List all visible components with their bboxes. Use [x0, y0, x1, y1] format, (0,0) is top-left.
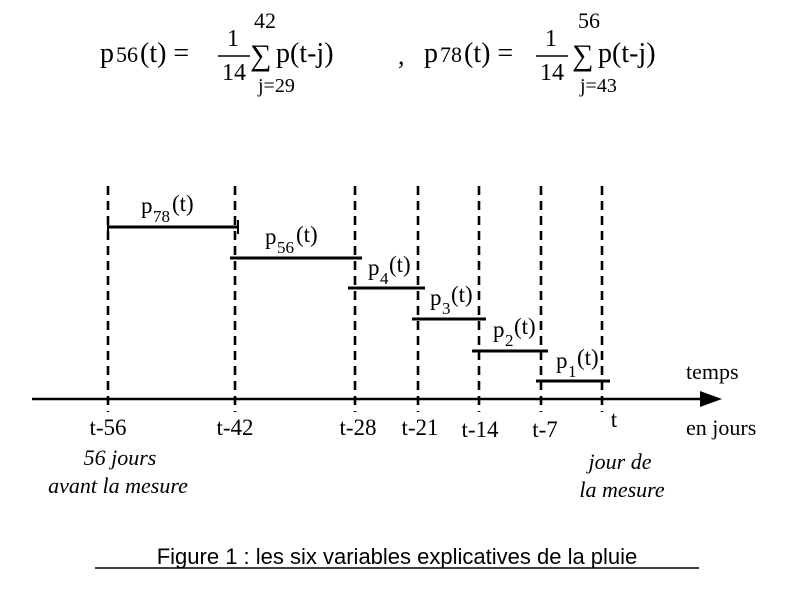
tick-label: t-7: [532, 417, 558, 442]
label-p78: [141, 191, 194, 226]
tick-label: t: [610, 407, 618, 432]
formula-1-lhs-arg: (t) =: [140, 38, 190, 69]
tick-label: t-21: [401, 415, 439, 440]
annotation-right: [579, 449, 665, 502]
label-p56-sub: 56: [277, 238, 294, 257]
caption-text: Figure 1 : les six variables explicatives de la pluie: [156, 544, 638, 569]
formula-2-lhs-base: p: [424, 38, 438, 69]
formula-1-sum-top: 42: [254, 8, 276, 33]
label-p78-base: p: [141, 193, 153, 218]
label-p56-base: p: [265, 224, 277, 249]
tick-label: t-28: [339, 415, 377, 440]
label-p2-arg: (t): [514, 314, 536, 339]
formula-2-summand: p(t-j): [598, 38, 656, 69]
label-p3-sub: 3: [442, 299, 451, 318]
label-p3-base: p: [430, 285, 442, 310]
annotation-right-line-2: la mesure: [579, 477, 665, 502]
formula-1-denominator: 14: [222, 60, 246, 86]
label-p1: [556, 345, 599, 381]
formula-1-sum-bottom: j=29: [258, 75, 295, 97]
tick-label: t-14: [461, 417, 499, 442]
formula-1-numerator: 1: [227, 26, 239, 52]
annotation-left: [48, 445, 188, 498]
label-p3: [430, 282, 473, 318]
formula-2-sum-sign: ∑: [572, 39, 594, 72]
label-p2: [493, 314, 536, 350]
label-p4-arg: (t): [389, 252, 411, 277]
label-p78-arg: (t): [172, 191, 194, 216]
formula-p56: [100, 8, 334, 97]
formula-separator: ,: [398, 41, 405, 70]
formula-2-numerator: 1: [545, 26, 557, 52]
formula-2-denominator: 14: [540, 60, 564, 86]
formula-1-summand: p(t-j): [276, 38, 334, 69]
figure-caption: [95, 544, 699, 569]
label-p2-base: p: [493, 317, 505, 342]
formula-2-sum-bottom: j=43: [580, 75, 617, 97]
label-p56: [265, 222, 318, 257]
label-p4: [368, 252, 411, 288]
time-mark-lines: [108, 186, 602, 412]
formula-2-lhs-sub: 78: [440, 42, 462, 67]
axis-label-temps: temps: [686, 359, 739, 384]
tick-label: t-56: [89, 415, 127, 440]
formula-1-lhs-sub: 56: [116, 42, 138, 67]
formula-2-sum-top: 56: [578, 8, 600, 33]
formula-2-lhs-arg: (t) =: [464, 38, 514, 69]
formula-1-sum-sign: ∑: [250, 39, 272, 72]
time-axis-arrow-icon: [700, 391, 722, 407]
label-p1-base: p: [556, 348, 568, 373]
label-p4-sub: 4: [380, 269, 389, 288]
label-p56-arg: (t): [296, 222, 318, 247]
formula-1-lhs-base: p: [100, 38, 114, 69]
tick-labels: [89, 407, 617, 442]
annotation-right-line-1: jour de: [588, 449, 652, 474]
axis-label-en-jours: en jours: [686, 415, 757, 440]
annotation-left-line-1: 56 jours: [83, 445, 157, 470]
tick-label: t-42: [216, 415, 254, 440]
label-p2-sub: 2: [505, 331, 514, 350]
annotation-left-line-2: avant la mesure: [48, 473, 188, 498]
label-p1-arg: (t): [577, 345, 599, 370]
time-axis: [32, 359, 756, 440]
label-p78-sub: 78: [153, 207, 170, 226]
label-p4-base: p: [368, 255, 380, 280]
formula-p78: [424, 8, 656, 97]
label-p3-arg: (t): [451, 282, 473, 307]
interval-bars: [108, 220, 610, 381]
label-p1-sub: 1: [568, 362, 577, 381]
